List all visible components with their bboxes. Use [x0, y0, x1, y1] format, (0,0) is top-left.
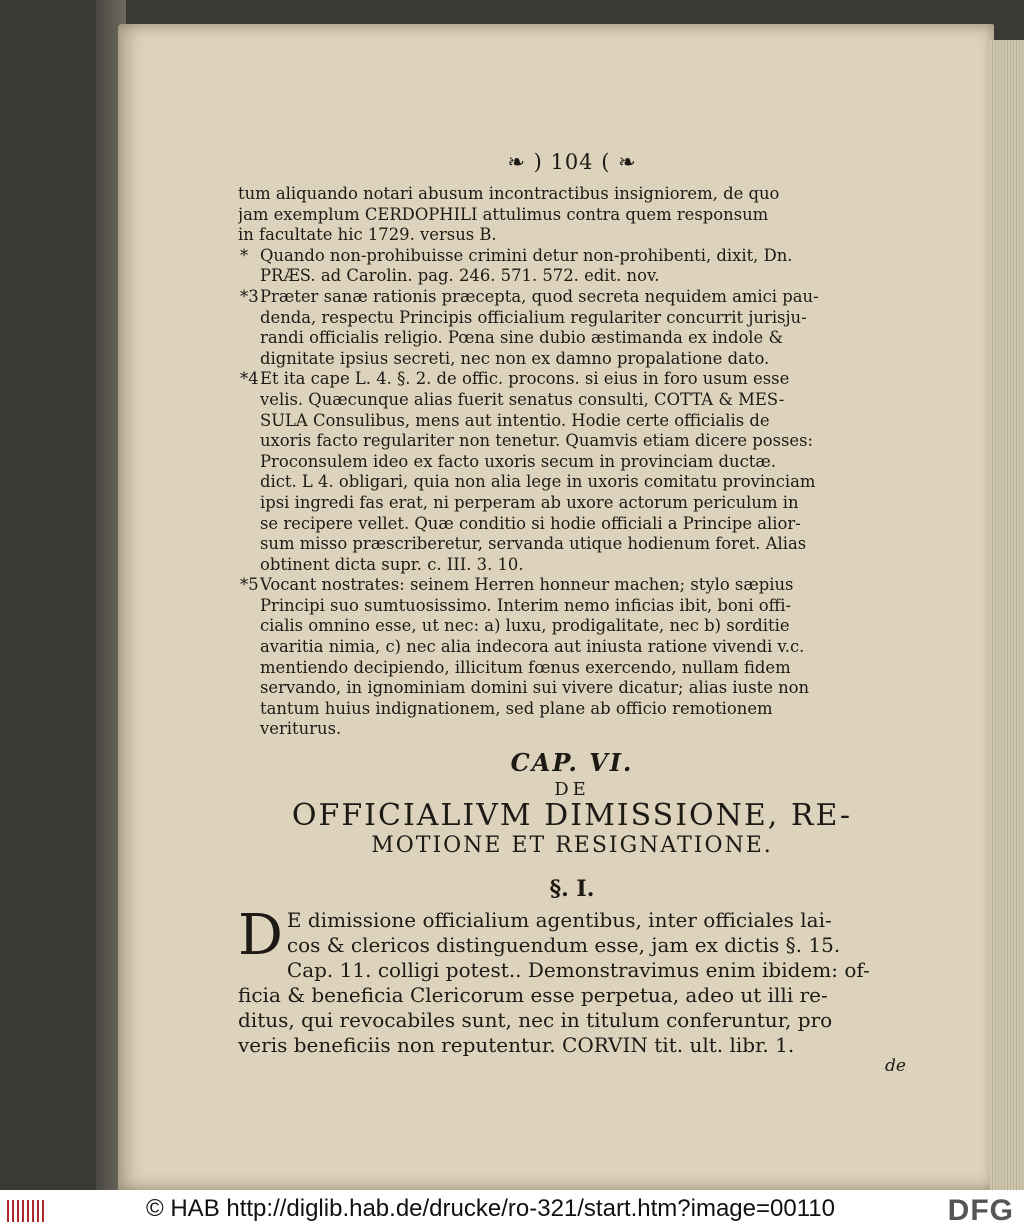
chapter-title: OFFICIALIVM DIMISSIONE, RE- [291, 798, 853, 834]
text-line: avaritia nimia, c) nec alia indecora aut iniusta ratione vivendi v.c. [260, 637, 805, 657]
title-de: DE [554, 779, 590, 801]
body-paragraph [238, 903, 906, 1058]
text-line: jam exemplum CERDOPHILI attulimus contra quem responsum [238, 204, 769, 224]
text-line: tantum huius indignationem, sed plane ab officio remotionem [260, 698, 773, 718]
text-line: Principi suo sumtuosissimo. Interim nemo inficias ibit, boni offi- [260, 595, 792, 615]
text-line: ipsi ingredi fas erat, ni perperam ab uxore actorum periculum in [260, 492, 799, 512]
footnote-line: *4Et ita cape L. 4. §. 2. de offic. procons. si eius in foro usum esse [240, 369, 790, 389]
page-stack-edge [990, 40, 1024, 1190]
text-line: se recipere vellet. Quæ conditio si hodie officiali a Principe alior- [260, 513, 801, 533]
text-line: servando, in ignominiam domini sui vivere dicatur; alias iuste non [260, 678, 810, 698]
footnote-marker: *4 [240, 369, 259, 389]
chapter-subtitle: MOTIONE ET RESIGNATIONE. [371, 833, 773, 859]
page-header: ❧ ) 104 ( ❧ [507, 150, 637, 174]
text-line: dignitate ipsius secreti, nec non ex damno propalatione dato. [260, 348, 770, 368]
text-line: randi officialis religio. Pœna sine dubio æstimanda ex indole & [260, 328, 784, 348]
body-line: Cap. 11. colligi potest.. Demonstravimus enim ibidem: of- [286, 958, 870, 983]
footnote-line: *3Præter sanæ rationis præcepta, quod secreta nequidem amici pau- [240, 286, 819, 306]
text-line: SULA Consulibus, mens aut intentio. Hodie certe officialis de [260, 410, 770, 430]
text-line: in facultate hic 1729. versus B. [238, 225, 497, 245]
text-line: velis. Quæcunque alias fuerit senatus consulti, COTTA & MES- [260, 389, 785, 409]
section-heading: §. I. [549, 876, 595, 903]
body-line: E dimissione officialium agentibus, inter officiales lai- [286, 908, 832, 933]
footnote-marker: *3 [240, 286, 259, 306]
body-line: ficia & beneficia Clericorum esse perpetua, adeo ut illi re- [238, 983, 828, 1008]
text-line: Proconsulem ideo ex facto uxoris secum in provinciam ductæ. [260, 451, 776, 471]
chapter-heading: CAP. VI. [510, 748, 634, 778]
body-line: cos & clericos distinguendum esse, jam ex dictis §. 15. [286, 933, 841, 958]
footer-bar [0, 1190, 1024, 1232]
text-line: mentiendo decipiendo, illicitum fœnus exercendo, nullam fidem [260, 657, 791, 677]
text-line: tum aliquando notari abusum incontractibus insigniorem, de quo [238, 184, 780, 203]
dfg-logo: DFG [947, 1194, 1014, 1227]
library-logo-icon [6, 1198, 48, 1224]
footnote-marker: * [240, 245, 249, 265]
body-line: ditus, qui revocabiles sunt, nec in titulum conferuntur, pro [238, 1008, 833, 1033]
footnote-marker: *5 [240, 575, 259, 595]
body-line: veris beneficiis non reputentur. CORVIN tit. ult. libr. 1. [238, 1033, 795, 1058]
footnote-line: *5Vocant nostrates: seinem Herren honneur machen; stylo sæpius [240, 575, 794, 595]
footnote-line: * Quando non-prohibuisse crimini detur non-prohibenti, dixit, Dn. [240, 245, 793, 265]
text-line: cialis omnino esse, ut nec: a) luxu, prodigalitate, nec b) sorditie [260, 616, 790, 636]
catchword: de [885, 1056, 906, 1077]
text-line: obtinent dicta supr. c. III. 3. 10. [260, 554, 524, 574]
text-line: sum misso præscriberetur, servanda utique hodienum foret. Alias [260, 534, 807, 554]
text-line: uxoris facto regulariter non tenetur. Quamvis etiam dicere posses: [260, 431, 814, 451]
copyright-link[interactable]: © HAB http://diglib.hab.de/drucke/ro-321/start.htm?image=00110 [146, 1195, 835, 1222]
text-line: denda, respectu Principis officialium regulariter concurrit jurisju- [260, 307, 807, 327]
drop-cap: D [238, 903, 283, 969]
text-line: PRÆS. ad Carolin. pag. 246. 571. 572. edit. nov. [260, 266, 660, 286]
text-line: dict. L 4. obligari, quia non alia lege in uxoris comitatu provinciam [260, 472, 816, 492]
text-line: veriturus. [260, 719, 342, 739]
page-text [238, 150, 906, 1076]
